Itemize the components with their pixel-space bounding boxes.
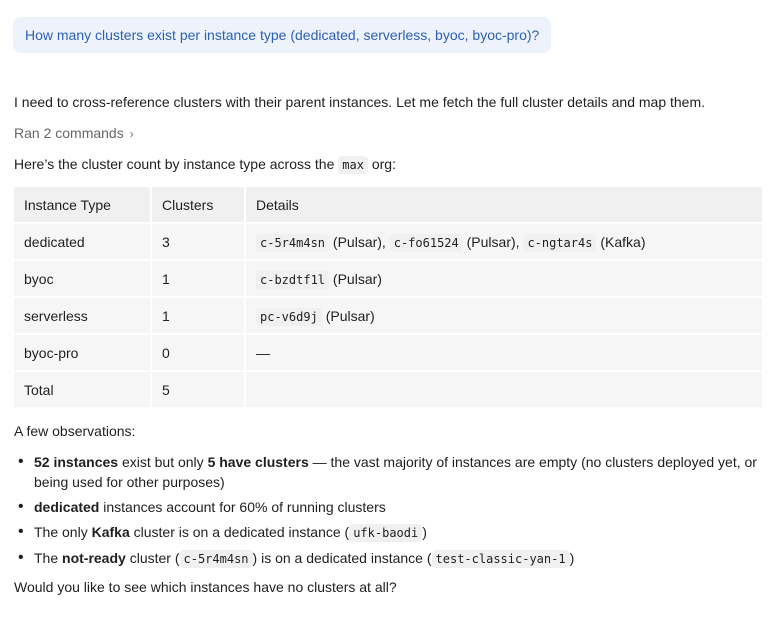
header-clusters: Clusters	[152, 187, 246, 224]
cell-count: 1	[152, 261, 246, 298]
list-item	[14, 548, 759, 569]
summary-text-before: Here’s the cluster count by instance type across the	[14, 156, 335, 172]
cluster-kind: (Kafka)	[600, 233, 646, 250]
cluster-id: c-fo61524	[390, 234, 463, 252]
bold-text: 52 instances	[34, 454, 119, 470]
instance-id-code: test-classic-yan-1	[432, 550, 570, 568]
cluster-kind: (Pulsar)	[332, 270, 382, 287]
text: The	[34, 550, 63, 566]
summary-text-after: org:	[371, 156, 396, 172]
list-item	[14, 452, 759, 492]
observations-list	[14, 452, 759, 574]
cell-details: —	[246, 335, 762, 372]
user-message-bubble	[13, 17, 551, 53]
bold-text: not-ready	[62, 550, 126, 566]
text: cluster is on a dedicated instance (	[129, 524, 350, 540]
cell-type: dedicated	[14, 224, 152, 261]
ran-commands-toggle[interactable]	[14, 123, 134, 144]
table-row-total	[14, 372, 762, 409]
text: ) is on a dedicated instance (	[252, 550, 432, 566]
cell-type: byoc-pro	[14, 335, 152, 372]
cell-details	[246, 261, 762, 298]
cell-type: byoc	[14, 261, 152, 298]
chevron-right-icon: ›	[129, 127, 134, 141]
cluster-id: c-bzdtf1l	[256, 271, 329, 289]
cluster-id: pc-v6d9j	[256, 308, 322, 326]
cell-type: Total	[14, 372, 152, 409]
cell-count: 3	[152, 224, 246, 261]
bold-text: Kafka	[91, 524, 130, 540]
cell-type: serverless	[14, 298, 152, 335]
closing-question: Would you like to see which instances have no clusters at all?	[14, 579, 397, 595]
ran-commands-label: Ran 2 commands	[14, 125, 124, 141]
table-row	[14, 335, 762, 372]
cluster-kind: (Pulsar),	[466, 233, 520, 250]
cluster-id: c-ngtar4s	[523, 234, 596, 252]
text: )	[569, 550, 575, 566]
cell-details	[246, 372, 762, 409]
text: — the vast majority of instances are empty (no clusters deployed yet, or	[308, 454, 757, 470]
table-row	[14, 224, 762, 261]
cell-details	[246, 224, 762, 261]
text: )	[422, 524, 427, 540]
header-instance-type: Instance Type	[14, 187, 152, 224]
observations-heading: A few observations:	[14, 423, 136, 439]
text: exist but only	[118, 454, 208, 470]
text: instances account for 60% of running clusters	[99, 499, 386, 515]
text: cluster (	[125, 550, 180, 566]
cluster-id-code: c-5r4m4sn	[180, 550, 253, 568]
cluster-count-table	[14, 187, 762, 409]
table-row	[14, 261, 762, 298]
org-code: max	[338, 156, 368, 174]
header-details: Details	[246, 187, 762, 224]
summary-line	[14, 154, 396, 175]
table-header-row	[14, 187, 762, 224]
user-message-text: How many clusters exist per instance type (dedicated, serverless, byoc, byoc-pro)?	[25, 27, 540, 43]
cluster-kind: (Pulsar)	[325, 307, 375, 324]
instance-id-code: ufk-baodi	[349, 524, 422, 542]
cell-count: 1	[152, 298, 246, 335]
table-row	[14, 298, 762, 335]
text: The only	[34, 524, 92, 540]
list-item	[14, 497, 759, 517]
cell-count: 0	[152, 335, 246, 372]
list-item	[14, 522, 759, 543]
cell-details	[246, 298, 762, 335]
assistant-intro: I need to cross-reference clusters with their parent instances. Let me fetch the full cluster details and map them.	[14, 94, 706, 110]
cluster-kind: (Pulsar),	[332, 233, 386, 250]
text: being used for other purposes)	[34, 474, 225, 490]
bold-text: dedicated	[34, 499, 100, 515]
bold-text: 5 have clusters	[207, 454, 309, 470]
cluster-id: c-5r4m4sn	[256, 234, 329, 252]
cell-count: 5	[152, 372, 246, 409]
